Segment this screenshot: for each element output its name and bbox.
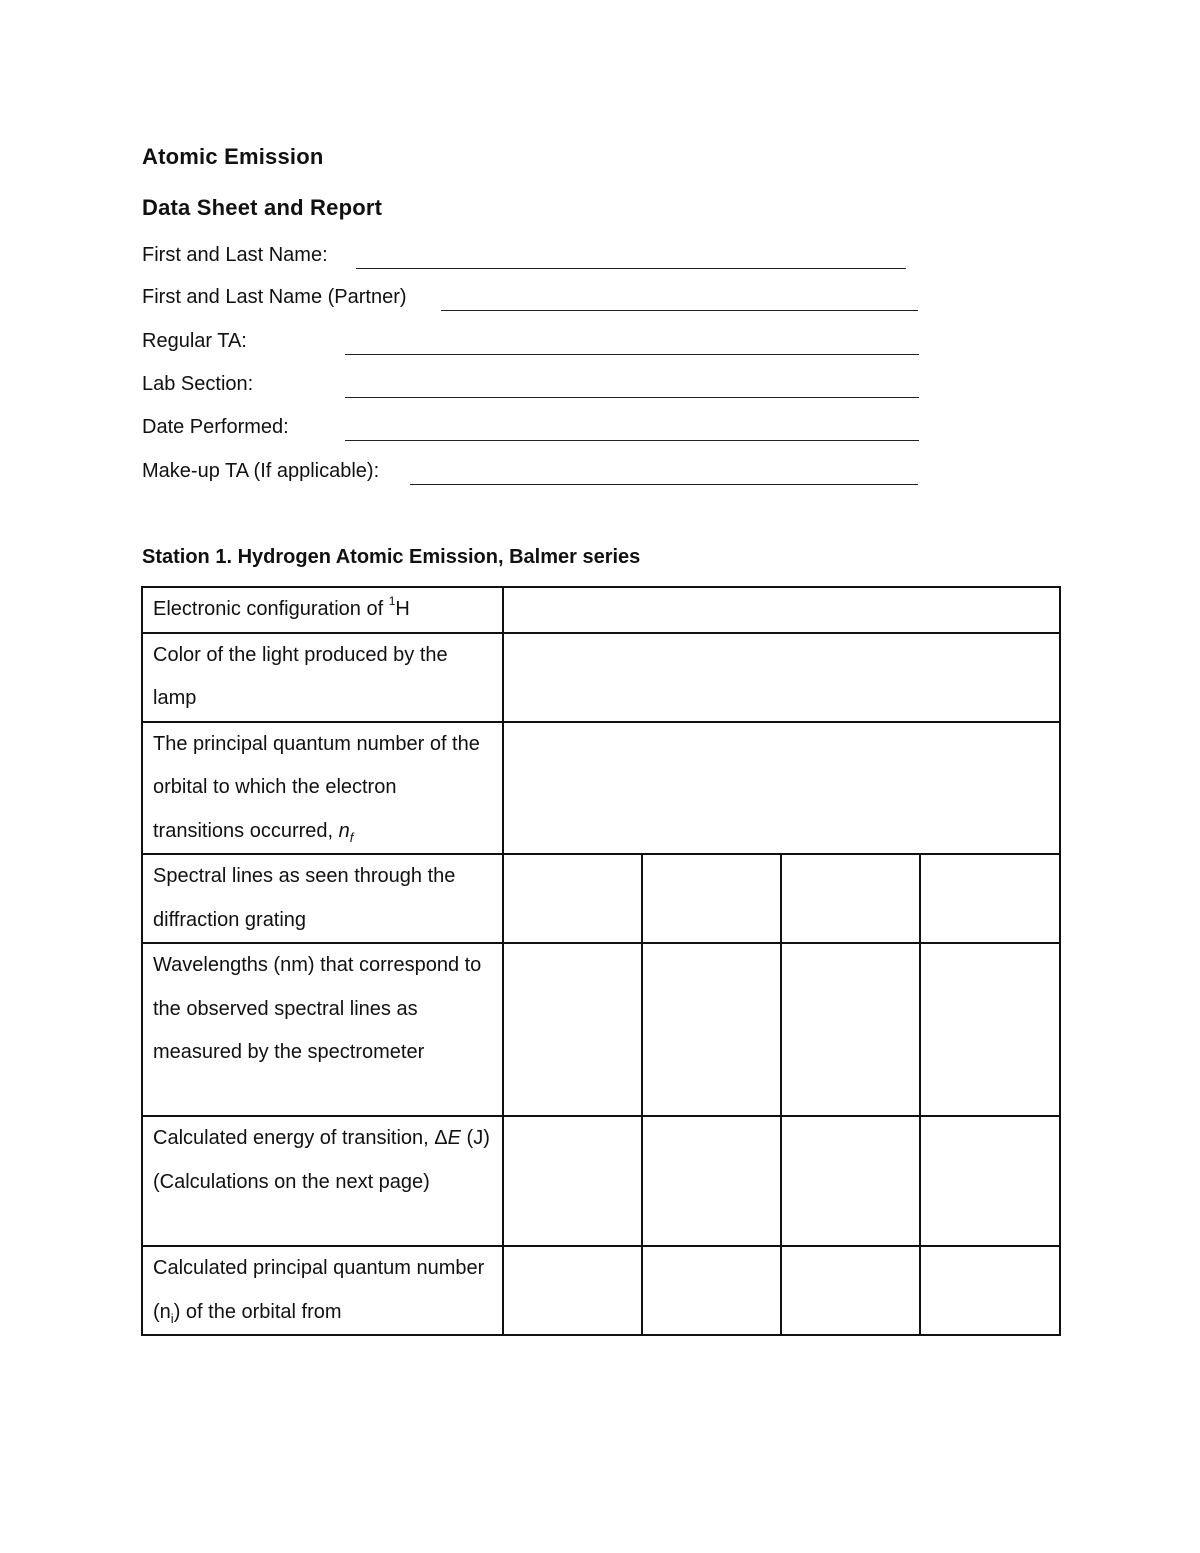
field-partner-name-label: First and Last Name (Partner) [142,286,407,308]
field-date-performed-line[interactable] [345,440,919,441]
energy-label: Calculated energy of transition, ΔE (J) (Calculations on the next page) [142,1116,503,1246]
principal-qn-label: The principal quantum number of the orbital to which the electron transitions occurred, $n_f$ [142,722,503,855]
wavelengths-cell-3[interactable] [781,943,920,1116]
spectral-lines-cell-1[interactable] [503,854,642,943]
spectral-lines-label: Spectral lines as seen through the diffraction grating [142,854,503,943]
wavelengths-label: Wavelengths (nm) that correspond to the observed spectral lines as measured by the spectrometer [142,943,503,1116]
field-name [142,244,912,274]
field-lab-section-label: Lab Section: [142,373,254,395]
field-makeup-ta-label: Make-up TA (If applicable): [142,460,380,482]
wavelengths-cell-4[interactable] [920,943,1060,1116]
field-partner-name-line[interactable] [441,310,918,311]
principal-qn-answer[interactable] [503,722,1060,855]
calc-principal-cell-4[interactable] [920,1246,1060,1335]
table-row-spectral-lines [142,854,1060,943]
field-makeup-ta-line[interactable] [410,484,918,485]
document-title: Atomic Emission [142,144,324,169]
electronic-config-answer[interactable] [503,587,1060,633]
table-row-calc-principal [142,1246,1060,1335]
calc-principal-cell-1[interactable] [503,1246,642,1335]
table-row-principal-qn [142,722,1060,855]
field-date-performed [142,416,922,446]
field-regular-ta-label: Regular TA: [142,330,247,352]
spectral-lines-cell-2[interactable] [642,854,781,943]
spectral-lines-cell-4[interactable] [920,854,1060,943]
table-row-energy [142,1116,1060,1246]
field-name-label: First and Last Name: [142,244,328,266]
field-lab-section [142,373,922,403]
table-row-wavelengths [142,943,1060,1116]
field-lab-section-line[interactable] [345,397,919,398]
field-partner-name [142,286,922,316]
color-label: Color of the light produced by the lamp [142,633,503,722]
calc-principal-label: Calculated principal quantum number $(n_i)$ of the orbital from [142,1246,503,1335]
table-row-electronic-config [142,587,1060,633]
spectral-lines-cell-3[interactable] [781,854,920,943]
calc-principal-cell-3[interactable] [781,1246,920,1335]
wavelengths-cell-1[interactable] [503,943,642,1116]
field-name-line[interactable] [356,268,906,269]
field-date-performed-label: Date Performed: [142,416,289,438]
electronic-config-label: Electronic configuration of $^1$H [142,587,503,633]
field-regular-ta [142,330,922,360]
energy-cell-4[interactable] [920,1116,1060,1246]
energy-cell-3[interactable] [781,1116,920,1246]
field-makeup-ta [142,460,922,490]
field-regular-ta-line[interactable] [345,354,919,355]
wavelengths-cell-2[interactable] [642,943,781,1116]
energy-cell-1[interactable] [503,1116,642,1246]
color-answer[interactable] [503,633,1060,722]
station1-heading: Station 1. Hydrogen Atomic Emission, Balmer series [142,546,641,568]
table-row-color [142,633,1060,722]
energy-cell-2[interactable] [642,1116,781,1246]
document-subtitle: Data Sheet and Report [142,195,383,220]
station1-table [141,586,1061,1336]
calc-principal-cell-2[interactable] [642,1246,781,1335]
